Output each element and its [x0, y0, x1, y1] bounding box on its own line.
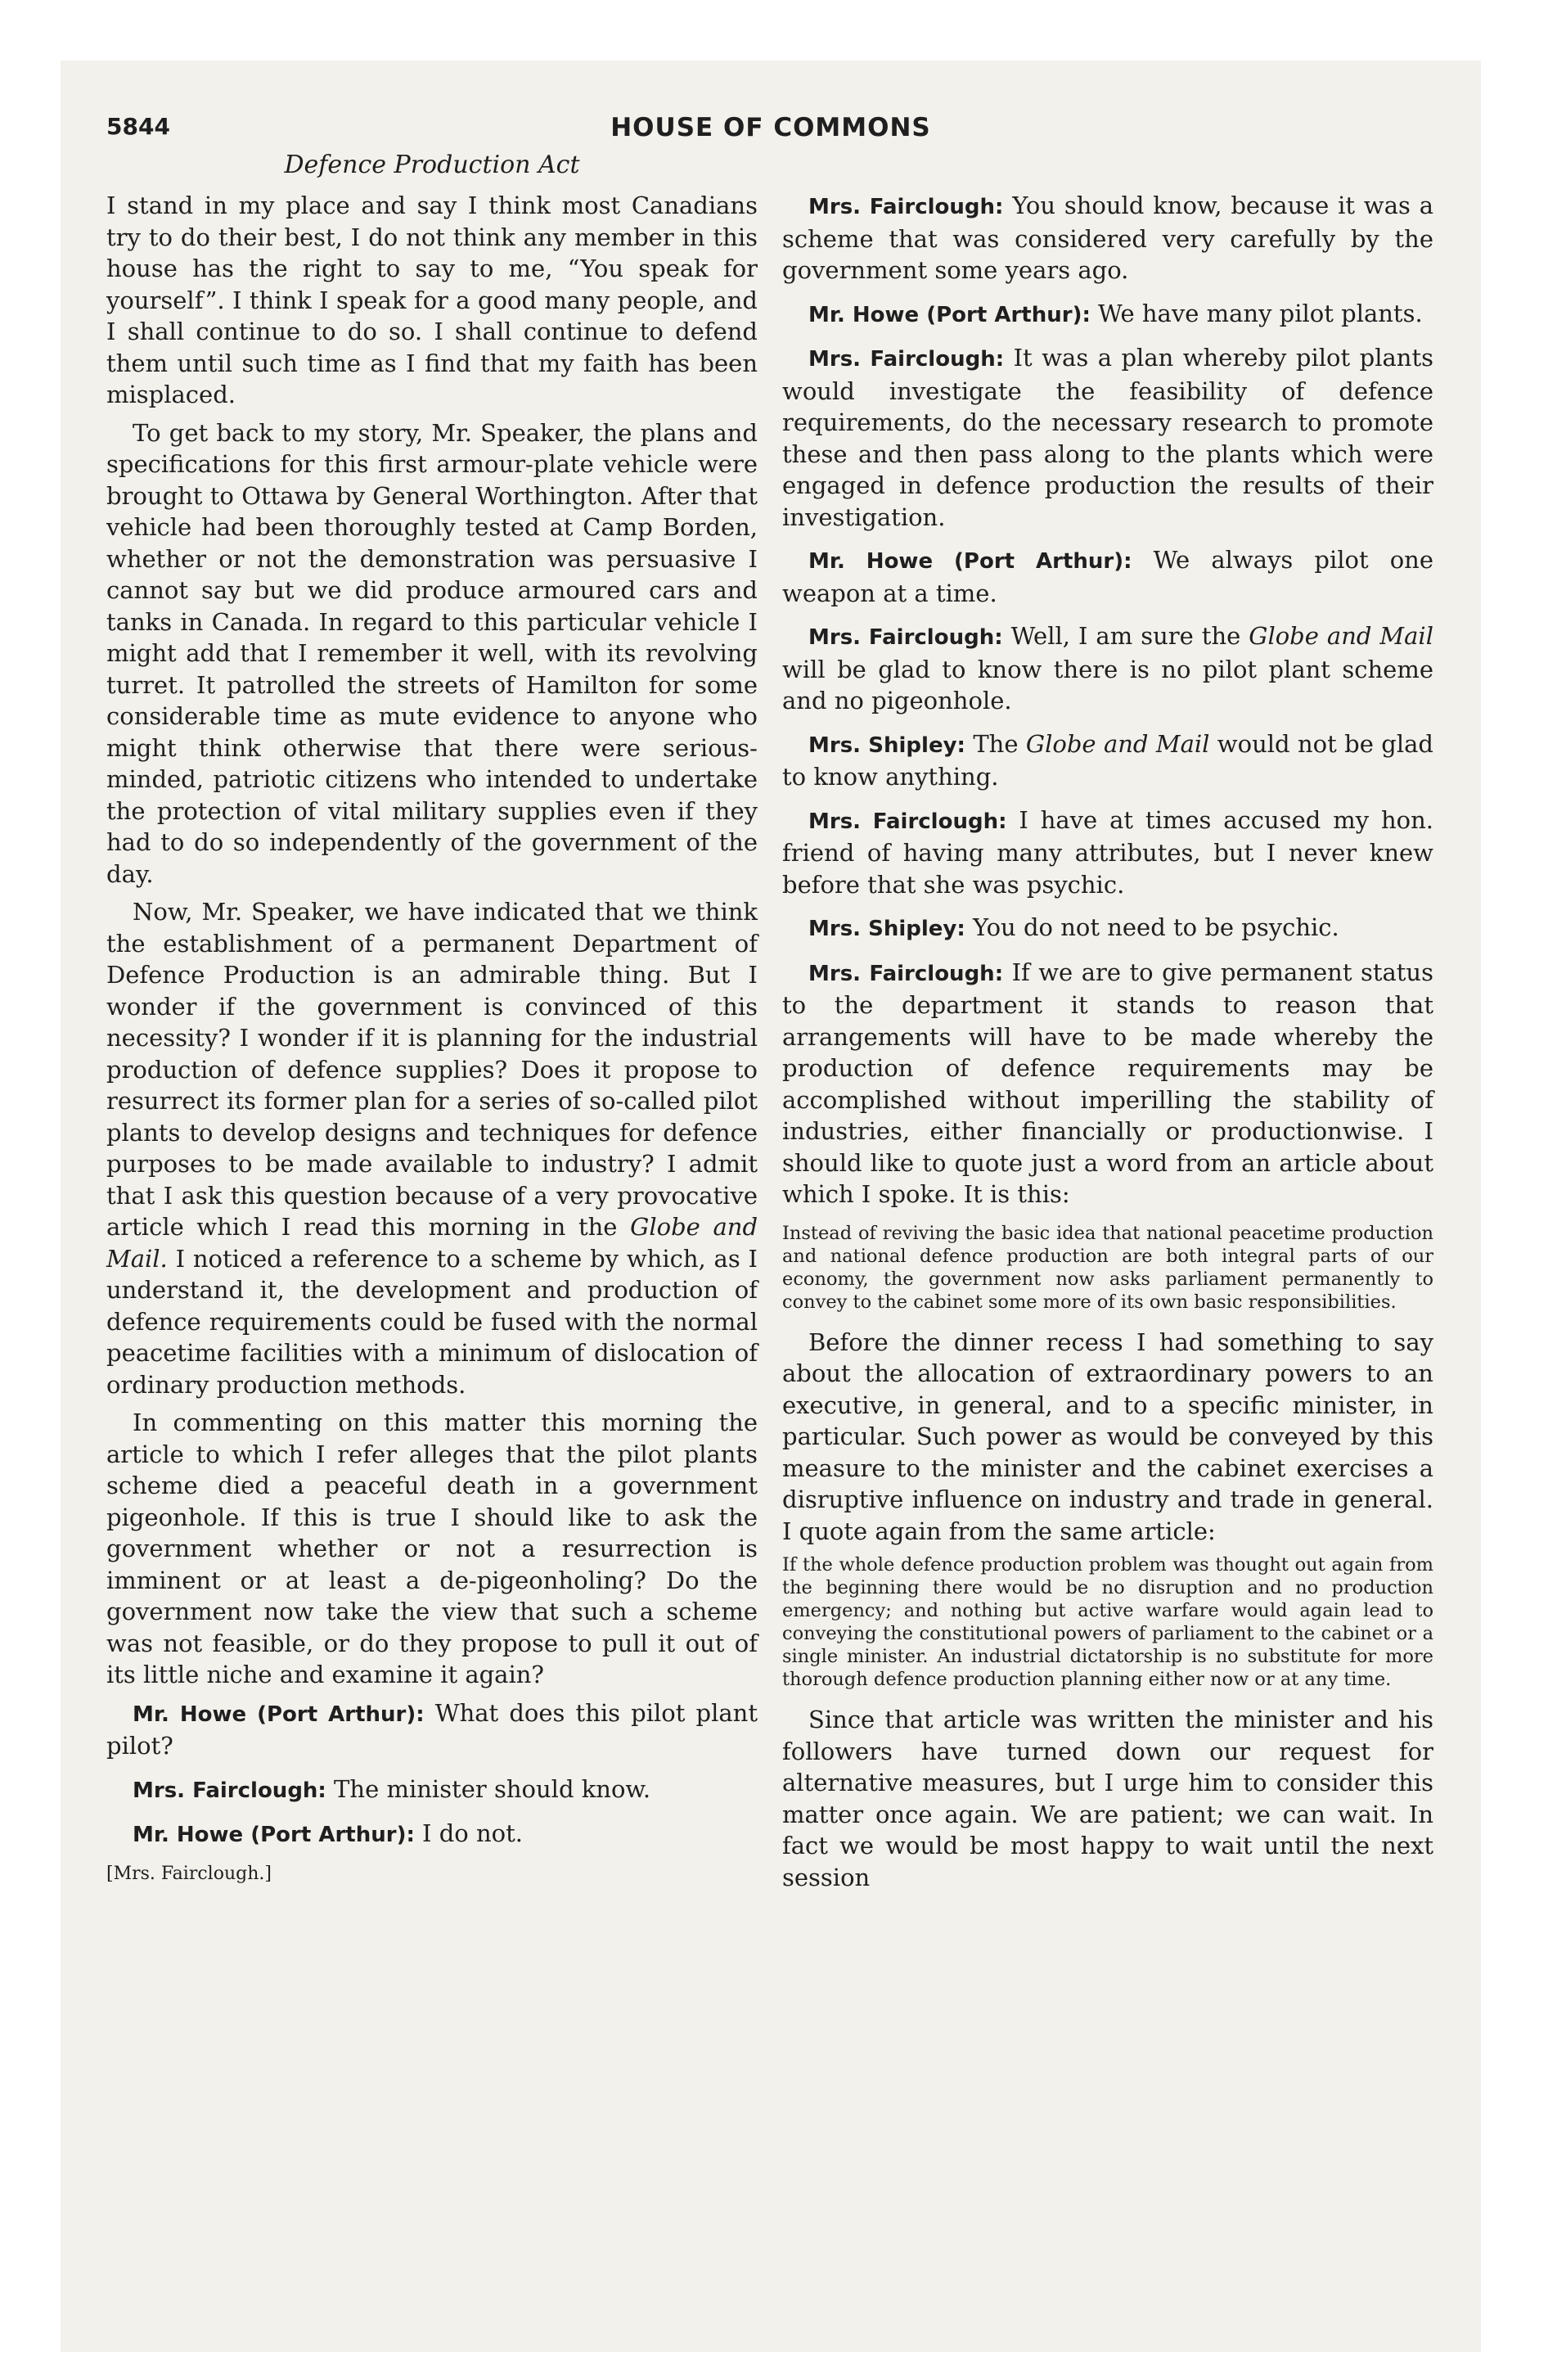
speaker-name: Mr. Howe (Port Arthur): [133, 1702, 425, 1727]
speech-text: What does this pilot plant pilot? [106, 1698, 758, 1760]
publication-title: Globe and Mail. [106, 1213, 758, 1273]
paragraph: Since that article was written the minister and his followers have turned down our request for alternative measures, but I urge him to consider this matter once again. We are patient; we can wait. In fact we would be most happy to wait until the next session [782, 1706, 1433, 1891]
speech-text: I do not. [414, 1819, 523, 1847]
page-header [106, 113, 1435, 146]
speech-text: I have at times accused my hon. friend of having many attributes, but I never knew before that she was psychic. [782, 805, 1433, 899]
speaker-name: Mr. Howe (Port Arthur): [808, 302, 1091, 327]
speech [106, 1774, 758, 1807]
page-number: 5844 [106, 113, 170, 140]
speech [106, 1697, 758, 1762]
speech [782, 544, 1433, 609]
speech-text: The [965, 729, 1026, 758]
speaker-name: Mrs. Fairclough: [808, 625, 1003, 650]
speech [782, 728, 1433, 793]
speech [782, 342, 1433, 533]
speech-text: Well, I am sure the [1002, 622, 1249, 650]
text-run: I noticed a reference to a scheme by which, as I understand it, the development and production of defence requirements could be fused with the normal peacetime facilities with a minimum of dislocation of ordinary production methods. [106, 1244, 758, 1399]
speech-text: We always pilot one weapon at a time. [782, 546, 1434, 607]
speech-text: If we are to give permanent status to the department it stands to reason that arrangements will have to be made whereby the production of defence requirements may be accomplished without imperilling the stability of industries, either financially or productionwise. I should like to quote just a word from an article about which I spoke. It is this: [782, 958, 1433, 1208]
speech-text: will be glad to know there is no pilot plant scheme and no pigeonhole. [782, 655, 1433, 714]
speech-text: The minister should know. [326, 1774, 651, 1803]
speech [782, 957, 1433, 1210]
speech [782, 620, 1433, 717]
speaker-name: Mr. Howe (Port Arthur): [808, 549, 1132, 574]
speaker-name: Mrs. Fairclough: [133, 1778, 326, 1803]
publication-title: Globe and Mail [1025, 729, 1210, 758]
paragraph: In commenting on this matter this morning the article to which I refer alleges that the pilot plants scheme died a peaceful death in a government pigeonhole. If this is true I should like to ask the government whether or not a resurrection is imminent or at least a de-pigeonholing? Do the government now take the view that such a scheme was not feasible, or do they propose to pull it out of its little niche and examine it again? [106, 1409, 758, 1688]
speech [782, 298, 1433, 331]
paragraph: I stand in my place and say I think most Canadians try to do their best, I do not think any member in this house has the right to say to me, “You speak for yourself”. I think I speak for a good many people, and I shall continue to do so. I shall continue to defend them until such time as I find that my faith has been misplaced. [106, 192, 758, 408]
publication-title: Globe and Mail [1249, 622, 1433, 650]
speech-text: You do not need to be psychic. [965, 913, 1339, 941]
page-title: HOUSE OF COMMONS [610, 113, 931, 142]
speaker-name: Mr. Howe (Port Arthur): [133, 1823, 415, 1847]
speaker-name: Mrs. Fairclough: [808, 347, 1005, 372]
left-column [106, 190, 758, 1892]
text-run: Now, Mr. Speaker, we have indicated that we think the establishment of a permanent Department of Defence Production is an admirable thing. But I wonder if the government is convinced of this necessity? I wonder if it is planning for the industrial production of defence supplies? Does it propose to resurrect its former plan for a series of so-called pilot plants to develop designs and techniques for defence purposes to be made available to industry? I admit that I ask this question because of a very provocative article which I read this morning in the [106, 898, 758, 1241]
speech-text: It was a plan whereby pilot plants would investigate the feasibility of defence requirements, do the necessary research to promote these and then pass along to the plants which were engaged in defence production the results of their investigation. [782, 344, 1433, 531]
right-column [782, 190, 1433, 1900]
speech [782, 190, 1433, 286]
speech [782, 912, 1433, 945]
speaker-continued-note: [Mrs. Fairclough.] [106, 1863, 272, 1884]
speech-text: You should know, because it was a scheme that was considered very carefully by the government some years ago. [782, 192, 1433, 284]
running-head: Defence Production Act [284, 151, 580, 179]
block-quote: Instead of reviving the basic idea that national peacetime production and national defence production are both integral parts of our economy, the government now asks parliament permanently to convey to the cabinet some more of its own basic responsibilities. [782, 1222, 1433, 1313]
speech [782, 805, 1433, 901]
speaker-name: Mrs. Fairclough: [808, 195, 1004, 219]
paragraph: Before the dinner recess I had something to say about the allocation of extraordinary powers to an executive, in general, and to a specific minister, in particular. Such power as would be conveyed by this measure to the minister and the cabinet exercises a disruptive influence on industry and trade in general. I quote again from the same article: [782, 1327, 1433, 1545]
speaker-name: Mrs. Fairclough: [808, 961, 1004, 986]
speech-text: would not be glad to know anything. [782, 729, 1433, 791]
speaker-name: Mrs. Shipley: [808, 732, 965, 758]
speech [106, 1818, 758, 1851]
page-scan [61, 61, 1481, 2352]
speaker-name: Mrs. Fairclough: [808, 809, 1007, 834]
paragraph [106, 896, 758, 1400]
speaker-name: Mrs. Shipley: [808, 917, 965, 941]
speech-text: We have many pilot plants. [1090, 299, 1423, 327]
block-quote: If the whole defence production problem was thought out again from the beginning there would be no disruption and no production emergency; and nothing but active warfare would again lead to conveying the constitutional powers of parliament to the cabinet or a single minister. An industrial dictatorship is no substitute for more thorough defence production planning either now or at any time. [782, 1554, 1433, 1690]
paragraph: To get back to my story, Mr. Speaker, the plans and specifications for this first armour-plate vehicle were brought to Ottawa by General Worthington. After that vehicle had been thoroughly tested at Camp Borden, whether or not the demonstration was persuasive I cannot say but we did produce armoured cars and tanks in Canada. In regard to this particular vehicle I might add that I remember it well, with its revolving turret. It patrolled the streets of Hamilton for some considerable time as mute evidence to anyone who might think otherwise that there were serious-minded, patriotic citizens who intended to undertake the protection of vital military supplies even if they had to do so independently of the government of the day. [106, 418, 758, 888]
